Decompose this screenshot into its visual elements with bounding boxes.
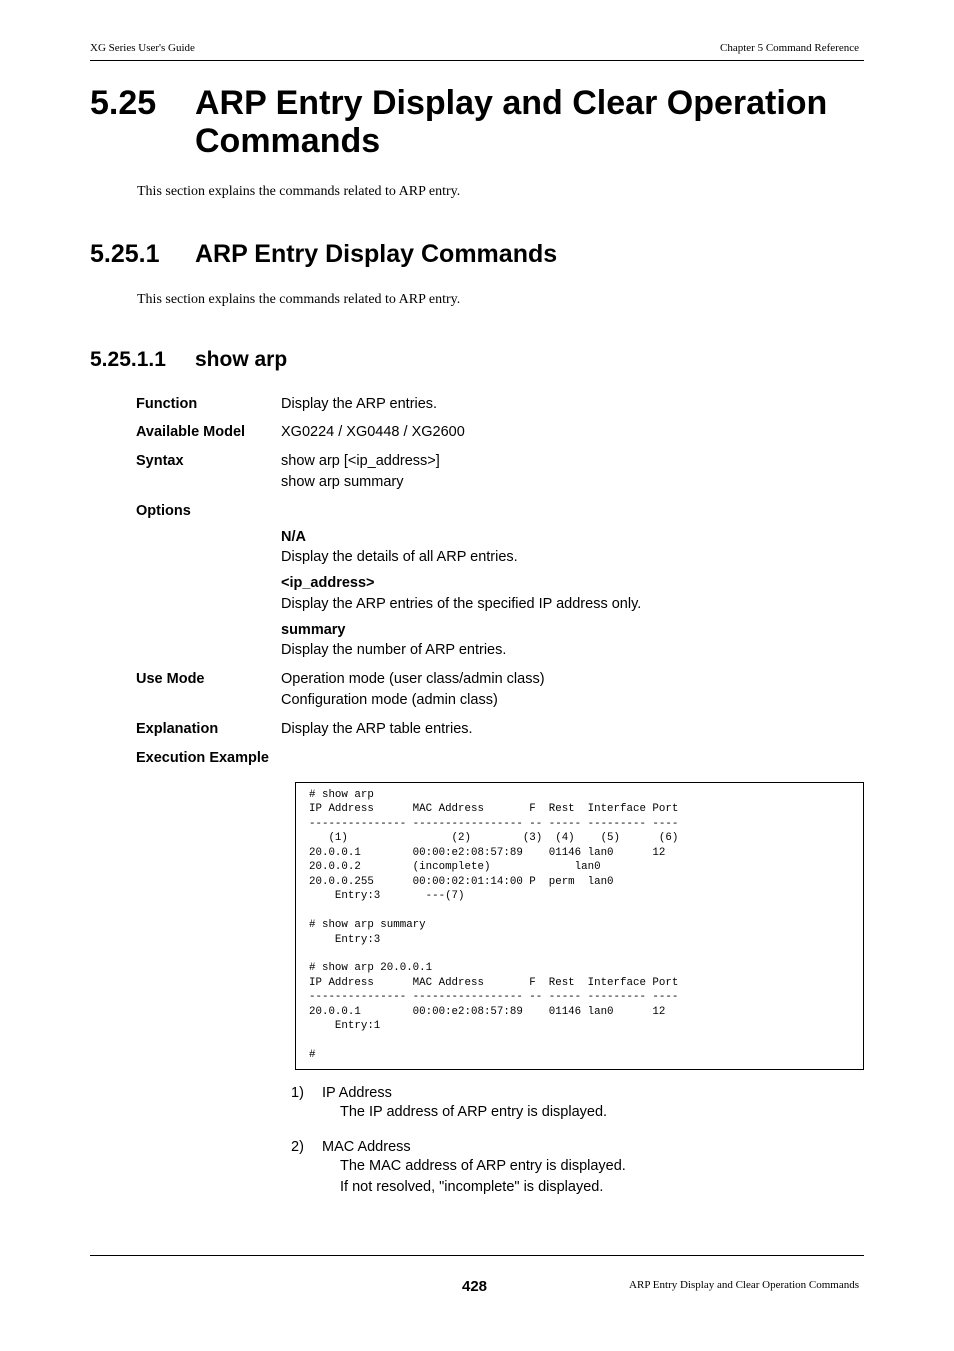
subsection-intro: This section explains the commands related to ARP entry. <box>137 292 461 307</box>
explanation-label: Explanation <box>136 721 219 737</box>
syntax-line-2: show arp summary <box>281 474 404 490</box>
legend-description: If not resolved, "incomplete" is displayed. <box>340 1179 604 1195</box>
function-value: Display the ARP entries. <box>281 396 438 412</box>
syntax-label: Syntax <box>136 453 184 469</box>
syntax-line-1: show arp [<ip_address>] <box>281 453 440 469</box>
model-value: XG0224 / XG0448 / XG2600 <box>281 424 465 440</box>
legend-title: MAC Address <box>322 1139 411 1155</box>
subsection-number: 5.25.1 <box>90 240 160 268</box>
option-name: N/A <box>281 529 306 545</box>
running-footer-right: ARP Entry Display and Clear Operation Commands <box>629 1279 859 1291</box>
explanation-value: Display the ARP table entries. <box>281 721 473 737</box>
usemode-label: Use Mode <box>136 671 205 687</box>
usemode-line-1: Operation mode (user class/admin class) <box>281 671 545 687</box>
example-label: Execution Example <box>136 750 269 766</box>
options-label: Options <box>136 503 191 519</box>
command-title: show arp <box>195 348 288 371</box>
section-intro: This section explains the commands related to ARP entry. <box>137 184 461 199</box>
legend-description: The IP address of ARP entry is displayed. <box>340 1104 608 1120</box>
legend-number: 1) <box>291 1085 304 1101</box>
subsection-title: ARP Entry Display Commands <box>195 240 558 268</box>
page-number: 428 <box>462 1278 488 1295</box>
command-number: 5.25.1.1 <box>90 348 166 371</box>
execution-example-box <box>295 782 864 1070</box>
legend-description: The MAC address of ARP entry is displayed. <box>340 1158 626 1174</box>
option-desc: Display the ARP entries of the specified IP address only. <box>281 596 642 612</box>
legend-number: 2) <box>291 1139 304 1155</box>
execution-example-code: # show arp IP Address MAC Address F Rest Interface Port --------------- ----------------- -- ----- --------- ---- (1) (2) (3) (4) (5) (6) 20.0.0.1 00:00:e2:08:57:89 01146 lan0 12 20.0.0.2 (incomplete) lan0 20.0.0.255 00:00:02:01:14:00 P perm lan0 Entry:3 ---(7) # show arp summary Entry:3 # show arp 20.0.0.1 IP Address MAC Address F Rest Interface Port --------------- ----------------- -- ----- --------- ---- 20.0.0.1 00:00:e2:08:57:89 01146 lan0 12 Entry:1 # <box>309 789 679 1062</box>
running-header-right: Chapter 5 Command Reference <box>720 42 859 54</box>
legend-title: IP Address <box>322 1085 392 1101</box>
footer-divider <box>90 1255 864 1256</box>
running-header-left: XG Series User's Guide <box>90 42 195 54</box>
option-desc: Display the details of all ARP entries. <box>281 549 518 565</box>
function-label: Function <box>136 396 198 412</box>
section-number: 5.25 <box>90 84 157 122</box>
section-title: ARP Entry Display and Clear Operation Commands <box>195 84 828 160</box>
option-name: <ip_address> <box>281 575 375 591</box>
header-divider <box>90 60 864 61</box>
usemode-line-2: Configuration mode (admin class) <box>281 692 498 708</box>
option-name: summary <box>281 622 346 638</box>
option-desc: Display the number of ARP entries. <box>281 642 507 658</box>
model-label: Available Model <box>136 424 246 440</box>
